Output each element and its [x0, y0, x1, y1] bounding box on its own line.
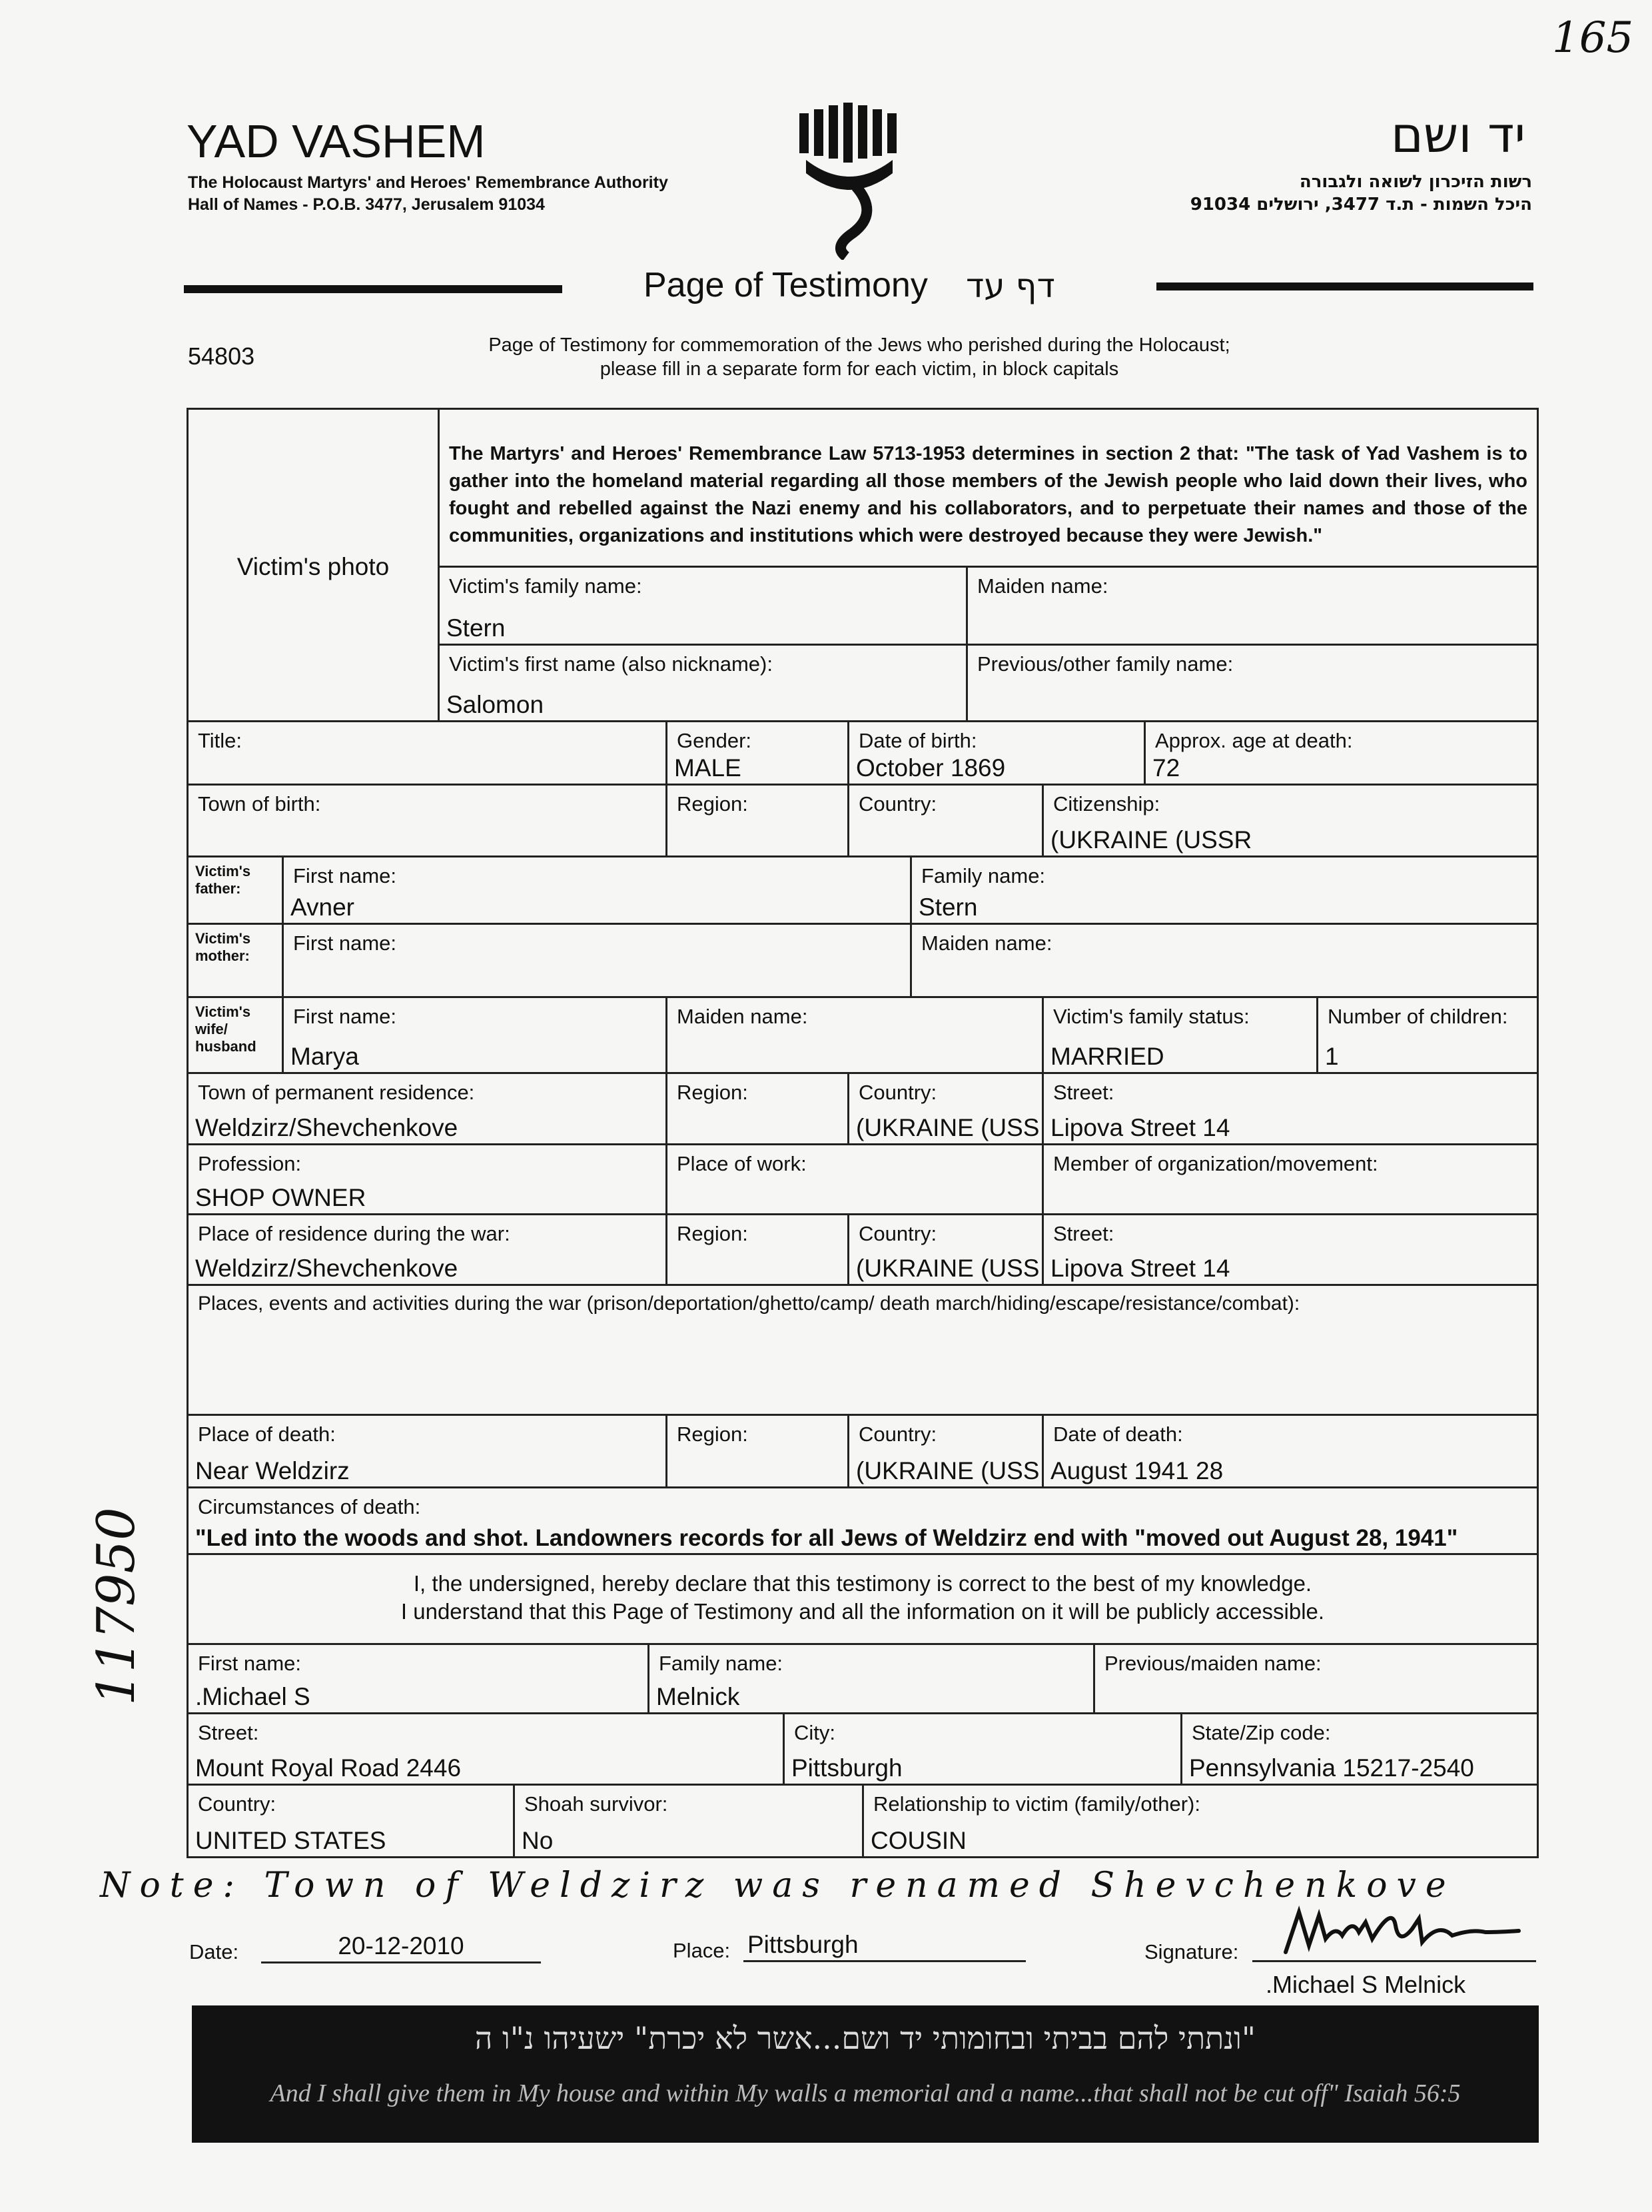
form-title: Page of Testimony: [643, 266, 928, 304]
shoah-survivor-label: Shoah survivor:: [524, 1792, 668, 1816]
instructions-line-1: Page of Testimony for commemoration of the Jews who perished during the Holocaust;: [488, 334, 1230, 356]
organization-label: Member of organization/movement:: [1053, 1152, 1378, 1175]
date-of-birth-field[interactable]: [847, 720, 1146, 786]
handwritten-note: Note: Town of Weldzirz was renamed Shevchenkove: [100, 1866, 1455, 1906]
victim-maiden-name-label: Maiden name:: [977, 574, 1108, 598]
submitter-prev-name-label: Previous/maiden name:: [1104, 1652, 1322, 1675]
declaration-line-1: I, the undersigned, hereby declare that this testimony is correct to the best of my knowledge.: [413, 1571, 1312, 1596]
profession-field[interactable]: [187, 1143, 667, 1215]
victim-family-name-label: Victim's family name:: [449, 574, 642, 598]
submitter-street-label: Street:: [198, 1721, 259, 1744]
submitter-country-field[interactable]: [187, 1784, 515, 1858]
victim-photo-box: [187, 408, 440, 722]
org-name-en: YAD VASHEM: [187, 115, 486, 167]
submitter-city-value: Pittsburgh: [791, 1754, 903, 1782]
shoah-survivor-field[interactable]: [513, 1784, 864, 1858]
victim-first-name-label: Victim's first name (also nickname):: [449, 652, 773, 676]
submitter-first-name-value: .Michael S: [195, 1683, 310, 1710]
victim-first-name-field[interactable]: [438, 644, 968, 722]
victim-photo-label: Victim's photo: [236, 553, 390, 580]
residence-country-label: Country:: [859, 1081, 937, 1104]
spouse-side-label-box: [187, 996, 284, 1074]
father-first-name-field[interactable]: [282, 855, 912, 925]
circumstances-value: "Led into the woods and shot. Landowners records for all Jews of Weldzirz end with "moved out August 28, 1941": [195, 1525, 1458, 1551]
submitter-family-name-value: Melnick: [656, 1683, 740, 1710]
father-family-name-value: Stern: [919, 893, 978, 921]
number-of-children-field[interactable]: [1316, 996, 1539, 1074]
residence-region-label: Region:: [677, 1081, 748, 1104]
handwritten-signature[interactable]: [1279, 1899, 1525, 1965]
residence-street-label: Street:: [1053, 1081, 1114, 1104]
permanent-residence-label: Town of permanent residence:: [198, 1081, 475, 1104]
submitter-country-label: Country:: [198, 1792, 276, 1816]
law-text-box: [438, 408, 1539, 568]
header-rule-right: [1156, 282, 1533, 290]
submitter-country-value: UNITED STATES: [195, 1827, 386, 1854]
submitter-state-value: Pennsylvania 15217-2540: [1189, 1754, 1474, 1782]
side-handwritten-number: 117950: [87, 1507, 147, 1706]
menorah-logo: [793, 100, 906, 260]
date-of-death-value: August 1941 28: [1050, 1457, 1224, 1484]
declaration-box: [187, 1553, 1539, 1645]
relationship-value: COUSIN: [871, 1827, 967, 1854]
war-residence-value: Weldzirz/Shevchenkove: [195, 1255, 458, 1282]
residence-street-field[interactable]: [1042, 1072, 1539, 1145]
father-family-name-field[interactable]: [910, 855, 1539, 925]
victim-family-name-field[interactable]: [438, 566, 968, 646]
spouse-first-name-label: First name:: [293, 1005, 397, 1028]
town-of-birth-label: Town of birth:: [198, 792, 321, 816]
war-events-field[interactable]: [187, 1284, 1539, 1416]
permanent-residence-field[interactable]: [187, 1072, 667, 1145]
father-side-label: Victim's father:: [195, 863, 251, 897]
residence-street-value: Lipova Street 14: [1050, 1114, 1230, 1141]
death-country-value: (UKRAINE (USS: [856, 1457, 1040, 1484]
residence-country-field[interactable]: [847, 1072, 1044, 1145]
mother-maiden-name-field[interactable]: [910, 923, 1539, 998]
place-of-work-field[interactable]: [665, 1143, 1044, 1215]
spouse-maiden-name-label: Maiden name:: [677, 1005, 808, 1028]
submitter-city-field[interactable]: [783, 1712, 1182, 1786]
victim-maiden-name-field[interactable]: [966, 566, 1539, 646]
organization-field[interactable]: [1042, 1143, 1539, 1215]
submitter-family-name-field[interactable]: [647, 1643, 1095, 1714]
org-subtitle-he: רשות הזיכרון לשואה ולגבורה: [1299, 172, 1532, 192]
spouse-side-label: Victim's wife/ husband: [195, 1003, 256, 1055]
relationship-field[interactable]: [862, 1784, 1539, 1858]
submitter-street-field[interactable]: [187, 1712, 785, 1786]
war-street-label: Street:: [1053, 1222, 1114, 1245]
shoah-survivor-value: No: [522, 1827, 554, 1854]
org-subtitle-1: The Holocaust Martyrs' and Heroes' Remembrance Authority: [188, 173, 668, 192]
war-street-field[interactable]: [1042, 1213, 1539, 1286]
age-at-death-label: Approx. age at death:: [1155, 729, 1353, 752]
signature-label: Signature:: [1144, 1940, 1239, 1963]
place-of-death-value: Near Weldzirz: [195, 1457, 350, 1484]
war-events-label: Places, events and activities during the war (prison/deportation/ghetto/camp/ death march/hiding/escape/resistance/combat):: [198, 1293, 1300, 1315]
submitter-state-field[interactable]: [1180, 1712, 1539, 1786]
victim-previous-family-label: Previous/other family name:: [977, 652, 1234, 676]
date-of-death-label: Date of death:: [1053, 1422, 1183, 1446]
date-of-death-field[interactable]: [1042, 1414, 1539, 1488]
mother-first-name-field[interactable]: [282, 923, 912, 998]
war-country-value: (UKRAINE (USS: [856, 1255, 1040, 1282]
number-of-children-value: 1: [1325, 1043, 1339, 1070]
law-text: The Martyrs' and Heroes' Remembrance Law 5713-1953 determines in section 2 that: "The task of Yad Vashem is to gather into the homeland material regarding all those members of the Jewish people who laid down their lives, who fought and rebelled against the Nazi enemy and his collaborators, and to perpetuate their names and those of the communities, organizations and institutions which were destroyed because they were Jewish.": [449, 443, 1527, 546]
org-address-he: היכל השמות - ת.ד 3477, ירושלים 91034: [1190, 195, 1532, 215]
submitter-street-value: Mount Royal Road 2446: [195, 1754, 462, 1782]
birth-region-field[interactable]: [665, 784, 849, 857]
circumstances-field[interactable]: [187, 1486, 1539, 1555]
mother-first-name-label: First name:: [293, 931, 397, 955]
victim-first-name-value: Salomon: [446, 691, 544, 718]
war-region-label: Region:: [677, 1222, 748, 1245]
date-of-birth-label: Date of birth:: [859, 729, 977, 752]
permanent-residence-value: Weldzirz/Shevchenkove: [195, 1114, 458, 1141]
sign-place-value[interactable]: Pittsburgh: [747, 1931, 859, 1958]
sign-date-label: Date:: [189, 1940, 239, 1963]
birth-region-label: Region:: [677, 792, 748, 816]
spouse-maiden-name-field[interactable]: [665, 996, 1044, 1074]
mother-side-label-box: [187, 923, 284, 998]
quote-hebrew: "ונתתי להם בביתי ובחומותי יד ושם...אשר לא יכרת" ישעיהו נ"ו ה: [474, 2020, 1256, 2056]
birth-country-field[interactable]: [847, 784, 1044, 857]
place-of-work-label: Place of work:: [677, 1152, 807, 1175]
submitter-first-name-field[interactable]: [187, 1643, 649, 1714]
quote-banner: [192, 2005, 1539, 2143]
family-status-label: Victim's family status:: [1053, 1005, 1250, 1028]
war-country-label: Country:: [859, 1222, 937, 1245]
place-of-death-label: Place of death:: [198, 1422, 336, 1446]
mother-side-label: Victim's mother:: [195, 930, 251, 964]
relationship-label: Relationship to victim (family/other):: [873, 1792, 1200, 1816]
signer-name: .Michael S Melnick: [1266, 1971, 1466, 1998]
submitter-first-name-label: First name:: [198, 1652, 302, 1675]
gender-field[interactable]: [665, 720, 849, 786]
circumstances-label: Circumstances of death:: [198, 1495, 421, 1518]
victim-previous-family-field[interactable]: [966, 644, 1539, 722]
war-residence-field[interactable]: [187, 1213, 667, 1286]
place-of-death-field[interactable]: [187, 1414, 667, 1488]
war-street-value: Lipova Street 14: [1050, 1255, 1230, 1282]
family-status-field[interactable]: [1042, 996, 1318, 1074]
gender-value: MALE: [674, 754, 741, 782]
war-region-field[interactable]: [665, 1213, 849, 1286]
date-of-birth-value: October 1869: [856, 754, 1006, 782]
father-first-name-value: Avner: [290, 893, 354, 921]
citizenship-label: Citizenship:: [1053, 792, 1160, 816]
header-rule-left: [184, 285, 562, 293]
corner-mark: 165: [1552, 13, 1634, 63]
spouse-first-name-value: Marya: [290, 1043, 359, 1070]
residence-region-field[interactable]: [665, 1072, 849, 1145]
instructions-line-2: please fill in a separate form for each victim, in block capitals: [600, 358, 1119, 380]
submitter-city-label: City:: [794, 1721, 835, 1744]
citizenship-value: (UKRAINE (USSR: [1050, 826, 1252, 853]
mother-maiden-name-label: Maiden name:: [921, 931, 1052, 955]
death-country-label: Country:: [859, 1422, 937, 1446]
sign-date-value[interactable]: 20-12-2010: [338, 1932, 464, 1959]
testimony-form: [187, 408, 1539, 1860]
residence-country-value: (UKRAINE (USS: [856, 1114, 1040, 1141]
title-field[interactable]: [187, 720, 667, 786]
town-of-birth-field[interactable]: [187, 784, 667, 857]
declaration-line-2: I understand that this Page of Testimony and all the information on it will be publicly accessible.: [400, 1599, 1325, 1624]
submitter-family-name-label: Family name:: [659, 1652, 783, 1675]
father-family-name-label: Family name:: [921, 864, 1046, 887]
death-region-field[interactable]: [665, 1414, 849, 1488]
org-address: Hall of Names - P.O.B. 3477, Jerusalem 91034: [188, 195, 545, 214]
form-title-he: דף עד: [966, 267, 1055, 305]
profession-label: Profession:: [198, 1152, 302, 1175]
war-residence-label: Place of residence during the war:: [198, 1222, 510, 1245]
sign-place-label: Place:: [673, 1939, 731, 1962]
death-region-label: Region:: [677, 1422, 748, 1446]
death-country-field[interactable]: [847, 1414, 1044, 1488]
father-first-name-label: First name:: [293, 864, 397, 887]
profession-value: SHOP OWNER: [195, 1184, 366, 1211]
age-at-death-value: 72: [1152, 754, 1180, 782]
org-name-he: יד ושם: [1390, 107, 1525, 164]
submitter-state-label: State/Zip code:: [1192, 1721, 1331, 1744]
quote-english: And I shall give them in My house and within My walls a memorial and a name...that shall not be cut off" Isaiah 56:5: [270, 2079, 1461, 2107]
birth-country-label: Country:: [859, 792, 937, 816]
title-label: Title:: [198, 729, 242, 752]
citizenship-field[interactable]: [1042, 784, 1539, 857]
father-side-label-box: [187, 855, 284, 925]
submitter-prev-name-field[interactable]: [1093, 1643, 1539, 1714]
victim-family-name-value: Stern: [446, 614, 506, 642]
spouse-first-name-field[interactable]: [282, 996, 667, 1074]
form-number: 54803: [188, 342, 255, 370]
war-country-field[interactable]: [847, 1213, 1044, 1286]
family-status-value: MARRIED: [1050, 1043, 1164, 1070]
age-at-death-field[interactable]: [1144, 720, 1539, 786]
gender-label: Gender:: [677, 729, 752, 752]
number-of-children-label: Number of children:: [1328, 1005, 1508, 1028]
